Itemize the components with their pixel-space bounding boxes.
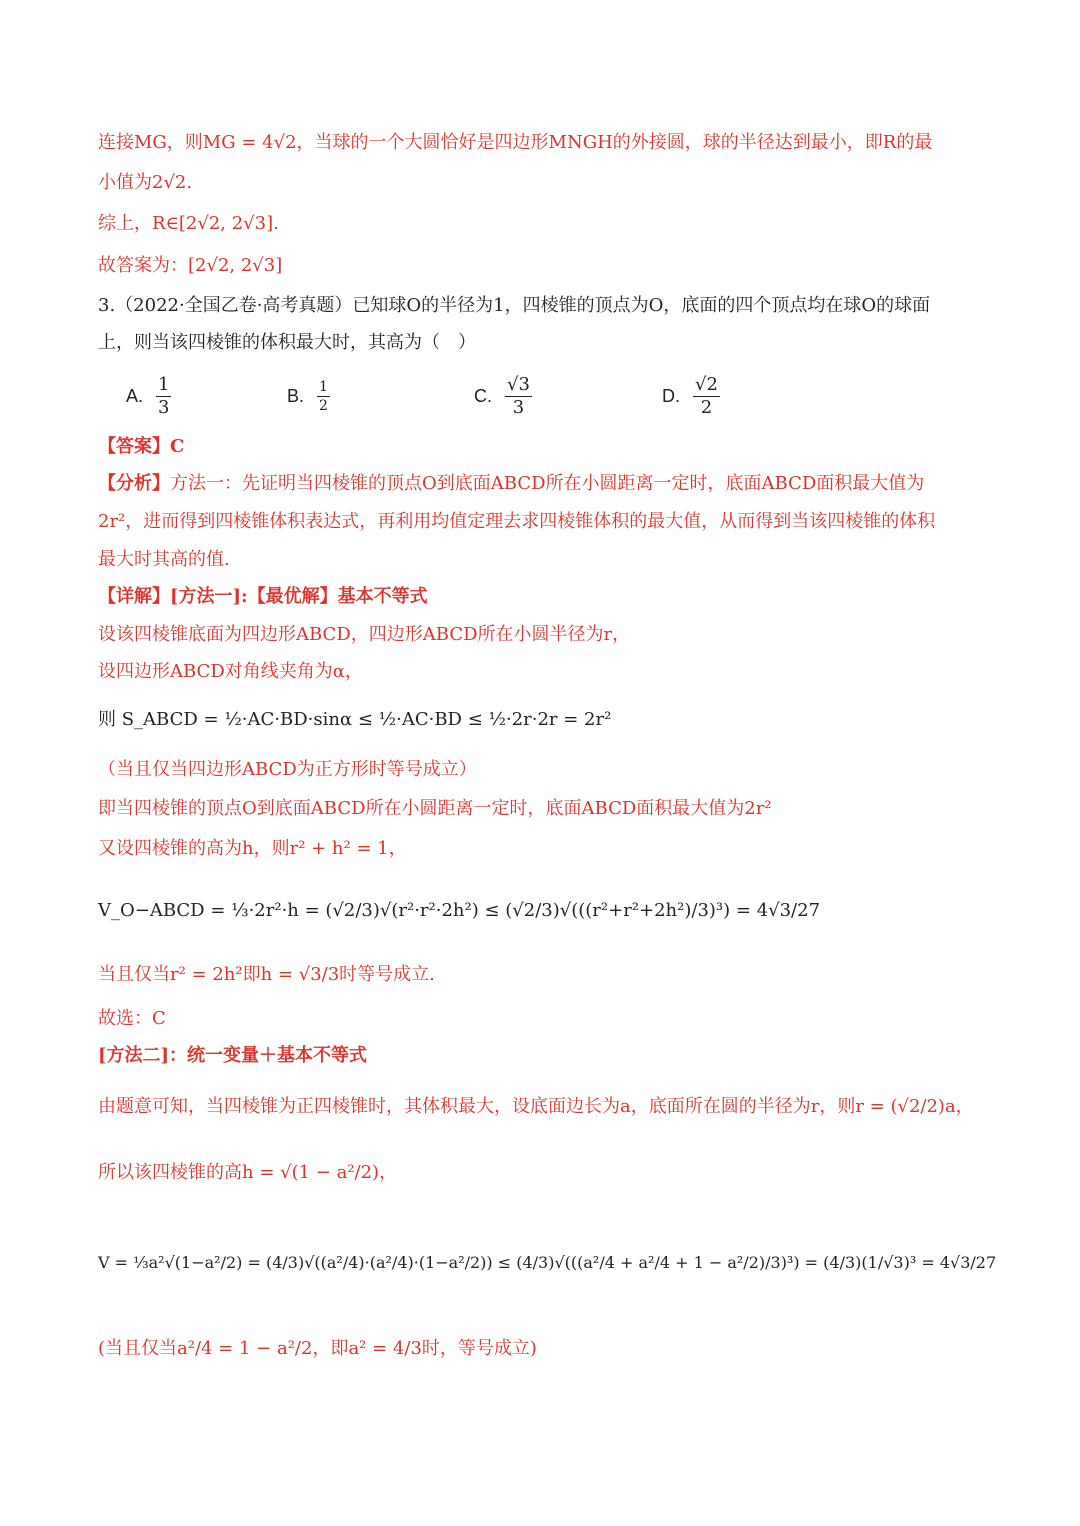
option-d[interactable] — [662, 372, 723, 420]
detail-heading: 【详解】[方法一]:【最优解】基本不等式 — [98, 586, 428, 607]
intro-line-2: 小值为2√2. — [98, 172, 193, 193]
method2-line-2: 所以该四棱锥的高h = √(1 − a²/2)， — [98, 1162, 398, 1183]
equation-area: 则 S_ABCD = ½·AC·BD·sinα ≤ ½·AC·BD ≤ ½·2r·2r = 2r² — [98, 709, 612, 730]
option-c[interactable] — [474, 372, 535, 420]
equation-method2: V = ⅓a²√(1−a²/2) = (4/3)√((a²/4)·(a²/4)·(1−a²/2)) ≤ (4/3)√(((a²/4 + a²/4 + 1 − a²/2)/3)³) = (4/3)(1/√3)³ = 4√3/27 — [98, 1253, 997, 1272]
option-a[interactable] — [126, 372, 174, 420]
answer-line: 【答案】C — [98, 436, 185, 457]
analysis-text-1: 方法一：先证明当四棱锥的顶点O到底面ABCD所在小圆距离一定时，底面ABCD面积最大值为 — [170, 473, 925, 494]
option-d-fraction: $\frac{√2}{2}$ — [695, 373, 718, 418]
detail-line-2: 设四边形ABCD对角线夹角为α， — [98, 661, 363, 682]
analysis-line-1 — [98, 471, 984, 497]
detail-line-7: 故选：C — [98, 1008, 166, 1029]
detail-line-4: 即当四棱锥的顶点O到底面ABCD所在小圆距离一定时，底面ABCD面积最大值为2r² — [98, 798, 772, 819]
option-a-fraction: $\frac{1}{3}$ — [158, 373, 170, 418]
detail-line-1: 设该四棱锥底面为四边形ABCD，四边形ABCD所在小圆半径为r， — [98, 624, 631, 645]
option-c-label: C. — [474, 385, 492, 406]
option-c-fraction: $\frac{√3}{3}$ — [507, 373, 530, 418]
question-line-1: 3.（2022·全国乙卷·高考真题）已知球O的半径为1，四棱锥的顶点为O，底面的四个顶点均在球O的球面 — [98, 295, 931, 316]
detail-line-6: 当且仅当r² = 2h²即h = √3/3时等号成立. — [98, 964, 435, 985]
detail-line-3: （当且仅当四边形ABCD为正方形时等号成立） — [98, 759, 477, 780]
method2-line-1: 由题意可知，当四棱锥为正四棱锥时，其体积最大，设底面边长为a，底面所在圆的半径为r，则r = (√2/2)a， — [98, 1096, 974, 1117]
equation-volume: V_O−ABCD = ⅓·2r²·h = (√2/3)√(r²·r²·2h²) ≤ (√2/3)√(((r²+r²+2h²)/3)³) = 4√3/27 — [98, 900, 821, 921]
intro-line-4: 故答案为：[2√2, 2√3] — [98, 255, 283, 276]
method2-line-3: (当且仅当a²/4 = 1 − a²/2，即a² = 4/3时，等号成立) — [98, 1338, 537, 1359]
option-b-label: B. — [287, 385, 305, 406]
option-b-fraction: $\frac{1}{2}$ — [319, 378, 328, 414]
detail-line-5: 又设四棱锥的高为h，则r² + h² = 1， — [98, 838, 407, 859]
question-line-2: 上，则当该四棱锥的体积最大时，其高为（ ） — [98, 332, 476, 353]
intro-line-1: 连接MG，则MG = 4√2，当球的一个大圆恰好是四边形MNGH的外接圆，球的半径达到最小，即R的最 — [98, 132, 933, 153]
option-b[interactable] — [287, 372, 333, 420]
analysis-tag: 【分析】 — [98, 473, 170, 494]
analysis-line-3: 最大时其高的值. — [98, 549, 230, 570]
method2-heading: [方法二]：统一变量＋基本不等式 — [98, 1045, 368, 1066]
intro-line-3: 综上，R∈[2√2, 2√3]. — [98, 213, 279, 234]
option-a-label: A. — [126, 385, 144, 406]
option-d-label: D. — [662, 385, 680, 406]
analysis-line-2: 2r²，进而得到四棱锥体积表达式，再利用均值定理去求四棱锥体积的最大值，从而得到当该四棱锥的体积 — [98, 511, 936, 532]
